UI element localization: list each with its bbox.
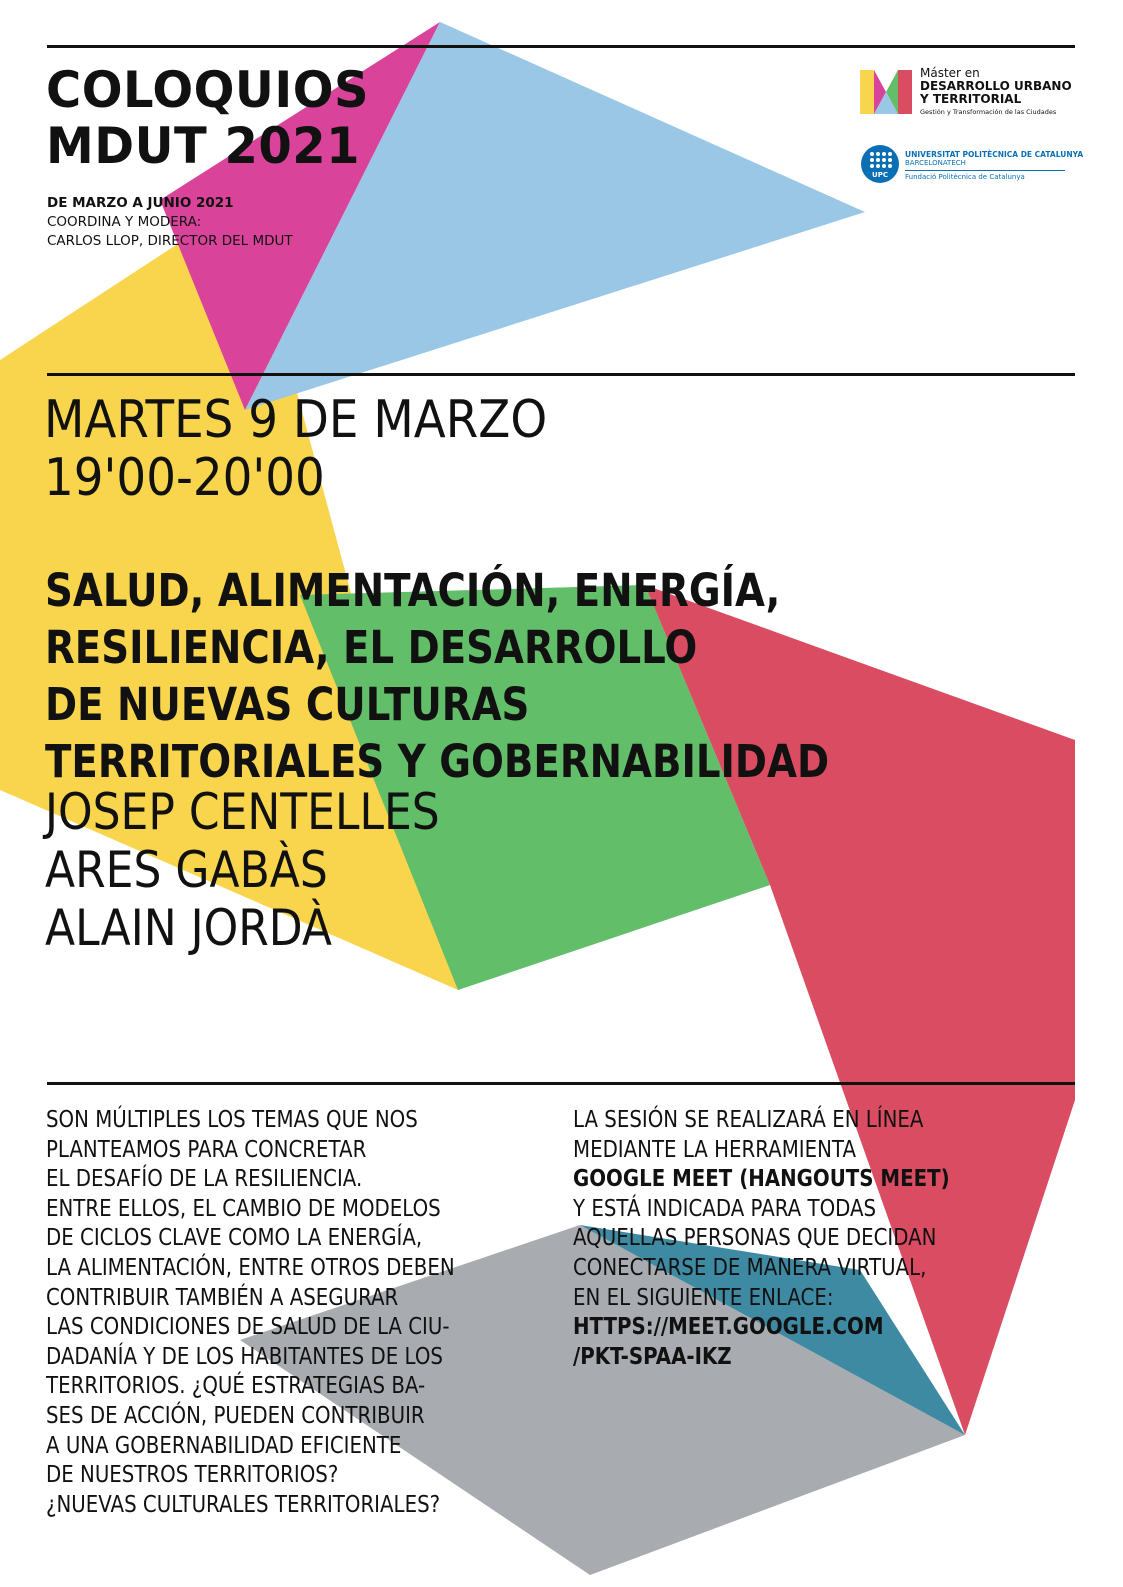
upc-logo bbox=[861, 145, 1084, 189]
description-line: TERRITORIOS. ¿QUÉ ESTRATEGIAS BA- bbox=[46, 1373, 426, 1400]
description-line: ENTRE ELLOS, EL CAMBIO DE MODELOS bbox=[46, 1195, 441, 1222]
master-logo-text bbox=[920, 66, 1072, 118]
session-line: LA SESIÓN SE REALIZARÁ EN LÍNEA bbox=[573, 1107, 924, 1133]
event-date: MARTES 9 DE MARZO bbox=[44, 390, 548, 450]
speaker-list bbox=[45, 783, 494, 957]
description-line: DE NUESTROS TERRITORIOS? bbox=[46, 1462, 339, 1489]
date-range: DE MARZO A JUNIO 2021 bbox=[47, 195, 234, 211]
description-line: ¿NUEVAS CULTURALES TERRITORIALES? bbox=[46, 1491, 441, 1518]
session-line: CONECTARSE DE MANERA VIRTUAL, bbox=[573, 1254, 927, 1281]
master-logo-line4: Gestión y Transformación de las Ciudades bbox=[920, 108, 1057, 116]
event-time: 19'00-20'00 bbox=[44, 448, 325, 508]
meeting-link-part2[interactable]: /PKT-SPAA-IKZ bbox=[573, 1343, 732, 1370]
description-line: LA ALIMENTACIÓN, ENTRE OTROS DEBEN bbox=[46, 1254, 455, 1281]
description-line: SES DE ACCIÓN, PUEDEN CONTRIBUIR bbox=[46, 1402, 425, 1429]
session-line: AQUELLAS PERSONAS QUE DECIDAN bbox=[573, 1225, 937, 1252]
speaker-name: JOSEP CENTELLES bbox=[45, 783, 440, 841]
description-line: SON MÚLTIPLES LOS TEMAS QUE NOS bbox=[46, 1107, 418, 1133]
description-text bbox=[46, 1106, 521, 1520]
upc-seal-icon bbox=[861, 145, 899, 183]
description-line: DE CICLOS CLAVE COMO LA ENERGÍA, bbox=[46, 1225, 423, 1252]
event-datetime bbox=[44, 391, 603, 507]
event-meta bbox=[47, 194, 293, 251]
description-line: A UNA GOBERNABILIDAD EFICIENTE bbox=[46, 1432, 402, 1459]
session-info bbox=[573, 1106, 1011, 1372]
middle-rule bbox=[47, 373, 1075, 376]
page-title bbox=[46, 62, 383, 174]
coordinator-label: COORDINA Y MODERA: bbox=[47, 214, 202, 230]
title-line-1: COLOQUIOS bbox=[46, 61, 370, 119]
topic-line: DE NUEVAS CULTURAS bbox=[45, 678, 530, 731]
topic-line: TERRITORIALES Y GOBERNABILIDAD bbox=[45, 735, 830, 788]
description-line: PLANTEAMOS PARA CONCRETAR bbox=[46, 1136, 367, 1163]
session-line: Y ESTÁ INDICADA PARA TODAS bbox=[573, 1195, 877, 1222]
topic-line: RESILIENCIA, EL DESARROLLO bbox=[45, 621, 698, 674]
topic-heading bbox=[45, 562, 957, 790]
master-logo-line2: DESARROLLO URBANO bbox=[920, 79, 1072, 93]
description-line: CONTRIBUIR TAMBIÉN A ASEGURAR bbox=[46, 1284, 399, 1311]
master-logo-line3: Y TERRITORIAL bbox=[920, 92, 1022, 106]
session-line: EN EL SIGUIENTE ENLACE: bbox=[573, 1284, 834, 1311]
master-logo bbox=[860, 66, 1075, 122]
master-logo-line1: Máster en bbox=[920, 66, 980, 80]
upc-logo-line2: BARCELONATECH bbox=[905, 159, 966, 167]
speaker-name: ALAIN JORDÀ bbox=[45, 899, 332, 957]
meeting-tool: GOOGLE MEET (HANGOUTS MEET) bbox=[573, 1166, 950, 1193]
title-line-2: MDUT 2021 bbox=[46, 117, 360, 175]
bottom-rule bbox=[47, 1082, 1075, 1085]
description-line: EL DESAFÍO DE LA RESILIENCIA. bbox=[46, 1166, 363, 1193]
top-rule bbox=[47, 45, 1075, 48]
description-line: LAS CONDICIONES DE SALUD DE LA CIU- bbox=[46, 1314, 450, 1341]
upc-logo-text bbox=[905, 150, 1083, 182]
topic-line: SALUD, ALIMENTACIÓN, ENERGÍA, bbox=[45, 564, 781, 617]
session-line: MEDIANTE LA HERRAMIENTA bbox=[573, 1136, 856, 1163]
description-line: DADANÍA Y DE LOS HABITANTES DE LOS bbox=[46, 1343, 443, 1370]
upc-logo-line3: Fundació Politècnica de Catalunya bbox=[905, 173, 1025, 181]
meeting-link-part1[interactable]: HTTPS://MEET.GOOGLE.COM bbox=[573, 1314, 884, 1341]
upc-logo-divider bbox=[905, 170, 1065, 171]
upc-logo-line1: UNIVERSITAT POLITÈCNICA DE CATALUNYA bbox=[905, 150, 1084, 159]
speaker-name: ARES GABÀS bbox=[45, 841, 328, 899]
coordinator-name: CARLOS LLOP, DIRECTOR DEL MDUT bbox=[47, 233, 293, 249]
mdut-m-logo-icon bbox=[860, 66, 912, 118]
upc-seal-text: UPC bbox=[872, 171, 888, 179]
